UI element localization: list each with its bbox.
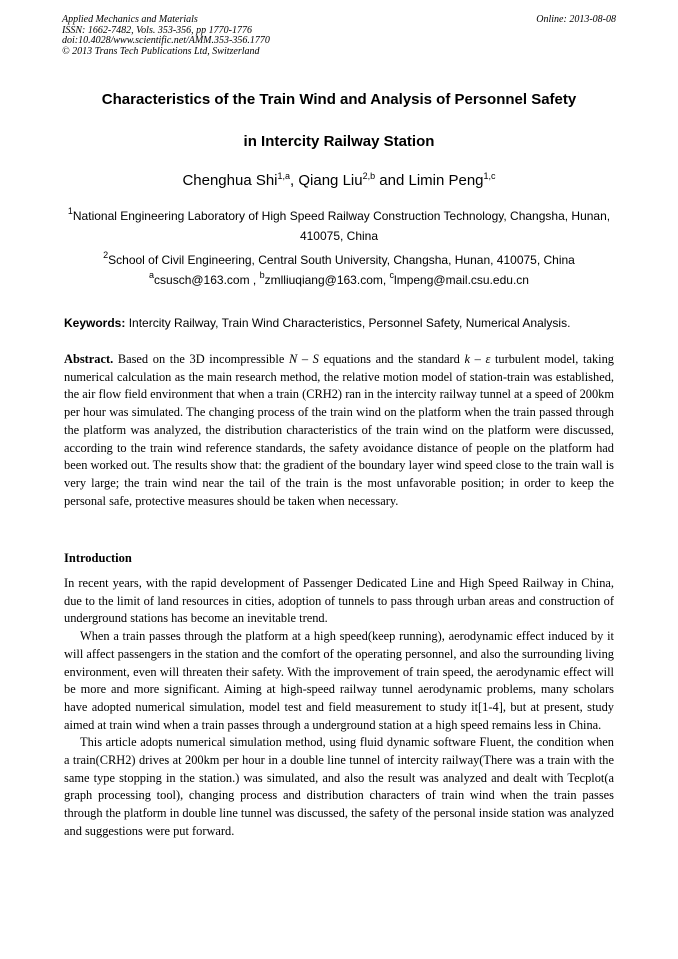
running-header xyxy=(62,15,616,57)
author-name: Chenghua Shi xyxy=(182,172,278,189)
email-address: lmpeng@mail.csu.edu.cn xyxy=(394,273,529,287)
equation-k-epsilon: k – ε xyxy=(464,352,491,366)
email-superscript: c xyxy=(389,270,395,280)
paragraph: In recent years, with the rapid development of Passenger Dedicated Line and High Speed Railway in China, due to the limit of land resources in cities, adoption of tunnels to pass through urban areas and construction of underground stations has become an inevitable trend. xyxy=(64,576,614,626)
author-superscript: 1,a xyxy=(277,171,291,181)
introduction-body xyxy=(64,575,614,841)
copyright-line: © 2013 Trans Tech Publications Ltd, Switzerland xyxy=(62,45,260,57)
author-list xyxy=(0,172,678,189)
doi-line: doi:10.4028/www.scientific.net/AMM.353-356.1770 xyxy=(62,35,270,46)
affiliation-superscript: 2 xyxy=(103,250,109,260)
paragraph: This article adopts numerical simulation method, using fluid dynamic software Fluent, the condition when a train(CRH2) drives at 200km per hour in a double line tunnel of intercity railway(There was a train with the same type stopping in the station.) was simulated, and also the result was analyzed and dealt with Tecplot(a graph processing tool), changing process and distribution characters of train wind when the train passes through the platform in double line tunnel was discussed, the safety of the personal inside station was analyzed and suggestions were put forward. xyxy=(64,735,614,838)
author-name: Qiang Liu xyxy=(298,172,363,189)
author-emails xyxy=(0,270,678,287)
email-separator: , xyxy=(382,273,390,287)
author-separator: , xyxy=(290,172,299,189)
email-superscript: a xyxy=(149,270,155,280)
keywords-label: Keywords: xyxy=(64,316,126,330)
affiliation-2 xyxy=(60,250,618,270)
paper-title-line-1: Characteristics of the Train Wind and Analysis of Personnel Safety xyxy=(101,91,577,108)
online-date: Online: 2013-08-08 xyxy=(536,14,616,25)
keywords xyxy=(64,316,614,330)
journal-name: Applied Mechanics and Materials xyxy=(62,14,198,25)
equation-navier-stokes: N – S xyxy=(288,352,319,366)
email-superscript: b xyxy=(259,270,265,280)
affiliation-text: School of Civil Engineering, Central South University, Changsha, Hunan, 410075, China xyxy=(108,253,575,267)
abstract-text: Based on the 3D incompressible xyxy=(113,352,289,366)
email-separator: , xyxy=(249,273,260,287)
abstract-label: Abstract. xyxy=(64,352,114,366)
issn-line: ISSN: 1662-7482, Vols. 353-356, pp 1770-1776 xyxy=(62,24,252,36)
affiliation-text: National Engineering Laboratory of High Speed Railway Construction Technology, Changsha, Hunan, 410075, China xyxy=(72,209,611,243)
author-superscript: 1,c xyxy=(483,171,496,181)
author-superscript: 2,b xyxy=(362,171,376,181)
abstract xyxy=(64,351,614,510)
keywords-text: Intercity Railway, Train Wind Characteristics, Personnel Safety, Numerical Analysis. xyxy=(125,316,571,330)
section-heading-introduction: Introduction xyxy=(64,551,132,565)
author-name: Limin Peng xyxy=(408,172,484,189)
email-address: csusch@163.com xyxy=(154,273,250,287)
abstract-text: turbulent model, taking numerical calculation as the main research method, the relative motion model of station-train was established, the air flow field environment that when a train (CRH2) ran in the intercity railway tunnel at a speed of 200km per hour was simulated. The changing process of the train wind on the platform when the train passed through the platform was analyzed, the distribution characteristics of the train wind on the platform were discussed, according to the train wind reference standards, the safety avoidance distance of people on the platform had been worked out. The results show that: the gradient of the boundary layer wind speed close to the train wall is very large; the train wind near the tail of the train is the most unfavorable position; in order to keep the personal safe, protective measures should be taken when necessary. xyxy=(64,352,614,508)
email-address: zmlliuqiang@163.com xyxy=(264,273,383,287)
affiliation-1 xyxy=(60,206,618,246)
affiliation-superscript: 1 xyxy=(67,206,73,216)
abstract-text: equations and the standard xyxy=(318,352,465,366)
author-separator: and xyxy=(375,172,409,189)
paper-title-line-2: in Intercity Railway Station xyxy=(243,133,435,150)
paragraph: When a train passes through the platform at a high speed(keep running), aerodynamic effect induced by it will affect passengers in the station and the comfort of the operating personnel, and also the surrounding living environment, even will threaten their safety. With the improvement of train speed, the aerodynamic effect will be more and more significant. Aiming at high-speed railway tunnel aerodynamic problems, many scholars have adopted numerical simulation, model test and field measurement to study it[1-4], but at present, study aimed at train wind when a train passes through a underground station at a high speed remains less in China. xyxy=(64,629,614,732)
